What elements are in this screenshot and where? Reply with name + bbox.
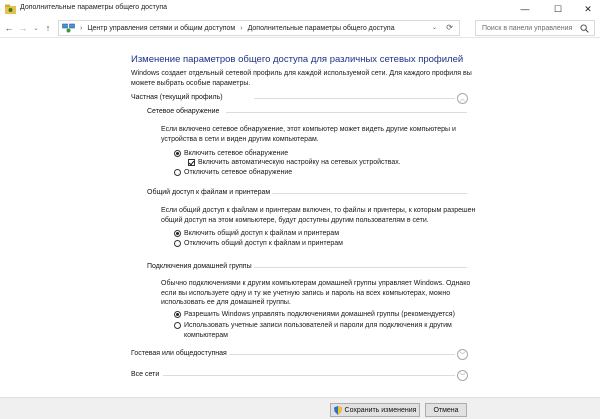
minimize-button[interactable]: — — [520, 4, 530, 14]
private-profile-title: Частная (текущий профиль) — [131, 94, 223, 101]
navigation-bar — [0, 18, 600, 38]
radio-button[interactable] — [174, 150, 181, 157]
all-networks-header[interactable] — [131, 371, 159, 378]
chevron-down-icon: ﹀ — [459, 353, 466, 359]
divider — [226, 112, 467, 113]
network-folder-icon — [5, 4, 16, 14]
cancel-button[interactable]: Отмена — [425, 403, 467, 417]
recent-locations-button[interactable]: ⌄ — [33, 25, 39, 32]
homegroup-accounts-option[interactable] — [174, 321, 484, 340]
divider — [272, 193, 467, 194]
all-networks-title: Все сети — [131, 371, 160, 378]
file-sharing-description: Если общий доступ к файлам и принтерам включен, то файлы и принтеры, к которым разрешен общий доступ на этом компьютере, будут доступны другим пользователям в сети. — [161, 207, 476, 224]
radio-button[interactable] — [174, 169, 181, 176]
breadcrumb-separator: › — [80, 24, 83, 32]
guest-profile-header[interactable] — [131, 350, 227, 357]
network-discovery-title: Сетевое обнаружение — [147, 108, 220, 115]
up-button[interactable]: ↑ — [45, 23, 51, 33]
back-button[interactable]: ← — [4, 23, 14, 33]
divider — [163, 375, 455, 376]
search-input[interactable] — [476, 25, 576, 32]
divider — [254, 98, 455, 99]
page-heading: Изменение параметров общего доступа для различных сетевых профилей — [131, 54, 464, 65]
divider — [254, 267, 467, 268]
intro-text: Windows создает отдельный сетевой профиль для каждой используемой сети. Для каждого профиля вы можете выбрать особые параметры. — [131, 70, 472, 87]
title-bar — [0, 0, 600, 18]
option-label: Разрешить Windows управлять подключениями домашней группы (рекомендуется) — [184, 311, 455, 318]
divider — [229, 354, 455, 355]
main-content — [0, 39, 600, 397]
save-changes-label: Сохранить изменения — [344, 406, 417, 414]
network-discovery-off-option[interactable] — [174, 169, 292, 176]
breadcrumb-advanced-sharing[interactable]: Дополнительные параметры общего доступа — [247, 24, 395, 32]
guest-profile-title: Гостевая или общедоступная — [131, 350, 227, 357]
forward-button[interactable]: → — [18, 23, 28, 33]
chevron-down-icon: ﹀ — [459, 374, 466, 380]
chevron-up-icon: ︿ — [459, 97, 466, 103]
checkbox[interactable] — [188, 159, 195, 166]
option-label: Включить общий доступ к файлам и принтерам — [184, 230, 340, 237]
option-label: Использовать учетные записи пользователей и пароли для подключения к другим компьютерам — [184, 322, 452, 339]
private-profile-header[interactable] — [131, 94, 223, 101]
window-title: Дополнительные параметры общего доступа — [20, 4, 168, 11]
address-bar[interactable] — [58, 20, 460, 36]
breadcrumb-separator: › — [240, 24, 243, 32]
file-sharing-off-option[interactable] — [174, 240, 343, 247]
shield-icon — [334, 406, 342, 415]
option-label: Включить автоматическую настройку на сетевых устройствах. — [198, 159, 401, 166]
file-sharing-title: Общий доступ к файлам и принтерам — [147, 189, 271, 196]
footer-bar — [0, 397, 600, 419]
collapse-private-button[interactable] — [457, 93, 468, 104]
file-sharing-on-option[interactable] — [174, 230, 339, 237]
refresh-button[interactable]: ⟳ — [446, 23, 453, 32]
expand-all-networks-button[interactable] — [457, 370, 468, 381]
radio-button[interactable] — [174, 230, 181, 237]
network-center-icon — [62, 23, 75, 33]
expand-guest-button[interactable] — [457, 349, 468, 360]
network-discovery-on-option[interactable] — [174, 150, 288, 157]
homegroup-description: Обычно подключениями к другим компьютерам домашней группы управляет Windows. Однако если вы используете одну и ту же учетную запись и пароль на всех компьютерах, можно использовать ее для домашней группы. — [161, 280, 471, 306]
breadcrumb-network-center[interactable]: Центр управления сетями и общим доступом — [87, 24, 236, 32]
save-changes-button[interactable] — [330, 403, 420, 417]
auto-setup-option[interactable] — [188, 159, 401, 166]
option-label: Включить сетевое обнаружение — [184, 150, 289, 157]
homegroup-title: Подключения домашней группы — [147, 263, 252, 270]
network-discovery-description: Если включено сетевое обнаружение, этот компьютер может видеть другие компьютеры и устройства в сети и виден другим компьютерам. — [161, 126, 456, 143]
radio-button[interactable] — [174, 240, 181, 247]
radio-button[interactable] — [174, 322, 181, 329]
address-dropdown-button[interactable]: ⌄ — [431, 25, 437, 31]
option-label: Отключить сетевое обнаружение — [184, 169, 293, 176]
option-label: Отключить общий доступ к файлам и принтерам — [184, 240, 343, 247]
search-box[interactable] — [475, 20, 595, 36]
close-button[interactable]: ✕ — [584, 3, 592, 14]
search-icon[interactable] — [580, 24, 589, 33]
homegroup-windows-option[interactable] — [174, 311, 455, 318]
maximize-button[interactable]: ☐ — [553, 3, 563, 14]
radio-button[interactable] — [174, 311, 181, 318]
